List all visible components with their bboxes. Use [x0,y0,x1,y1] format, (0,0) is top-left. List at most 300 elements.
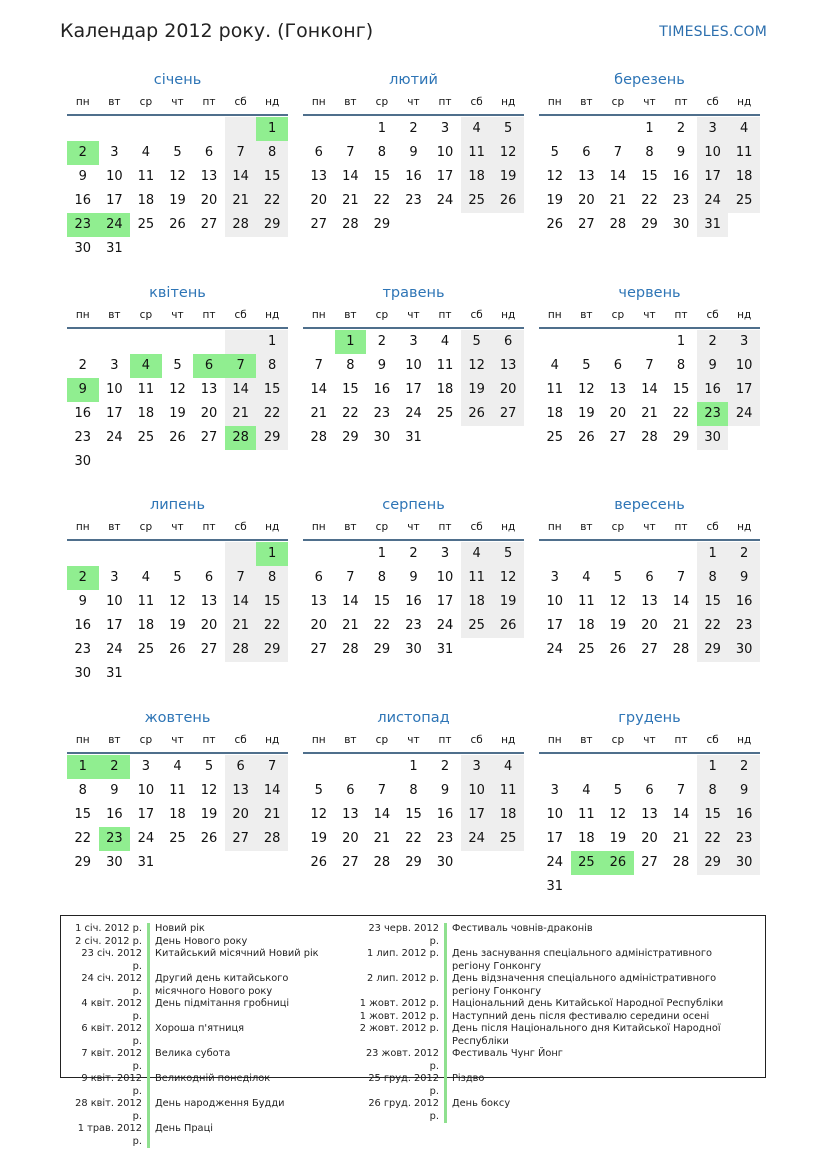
day-cell: 28 [342,642,359,657]
month-name: вересень [614,497,685,513]
day-cell: 21 [373,831,391,846]
day-cell: 1 [645,121,654,136]
weekday-label: ср [139,521,153,533]
empty-day-cell [99,117,131,141]
weekday-label: чт [643,734,656,746]
day-cell: 5 [613,570,623,585]
day-cell: 4 [728,117,760,141]
holiday-name: День Нового року [147,936,337,949]
day-cell: 23 [405,193,422,208]
day-grid [303,541,524,662]
day-cell: 30 [672,217,690,232]
day-cell: 9 [676,145,686,160]
weekday-label: ср [611,521,625,533]
day-cell: 28 [310,430,328,445]
day-grid [67,329,288,474]
day-grid [303,329,524,450]
day-cell: 11 [436,358,454,373]
day-cell: 28 [609,217,627,232]
day-cell: 2 [409,121,418,136]
day-cell: 9 [728,779,760,803]
day-cell: 26 [200,831,218,846]
day-cell: 11 [137,594,155,609]
day-cell: 18 [137,406,155,421]
weekday-label: нд [737,309,752,321]
empty-day-cell [728,875,760,899]
day-cell: 30 [74,454,92,469]
weekday-label: ср [375,734,389,746]
holiday-date: 23 жовт. 2012 р. [365,1048,439,1072]
month-block [303,283,524,450]
day-cell: 17 [461,803,493,827]
weekday-label: вт [108,734,121,746]
empty-day-cell [225,851,257,875]
day-cell: 27 [578,217,595,232]
day-cell: 6 [204,570,214,585]
day-cell: 20 [225,803,257,827]
month-name: травень [382,285,445,301]
day-cell: 12 [609,807,627,822]
day-cell: 2 [99,755,131,779]
weekday-header [67,728,288,752]
weekday-label: сб [706,96,719,108]
month-name: грудень [618,710,681,726]
day-cell: 25 [137,430,155,445]
day-cell: 13 [200,382,218,397]
weekday-label: пт [202,521,216,533]
day-cell: 5 [613,783,623,798]
day-cell: 22 [697,614,729,638]
empty-day-cell [602,117,634,141]
day-cell: 4 [440,334,450,349]
weekday-label: пт [674,96,688,108]
holiday-date: 7 квіт. 2012 р. [81,1048,142,1072]
day-cell: 25 [728,189,760,213]
day-cell: 22 [256,614,288,638]
day-cell: 31 [436,642,454,657]
holiday-date: 2 січ. 2012 р. [75,935,142,947]
day-cell: 5 [314,783,323,798]
weekday-label: ср [375,96,389,108]
weekday-label: пн [75,309,90,321]
day-cell: 22 [373,193,391,208]
empty-day-cell [602,755,634,779]
day-cell: 26 [310,855,328,870]
holiday-name: Хороша п'ятниця [147,1023,337,1048]
day-cell: 8 [409,783,418,798]
day-cell: 10 [461,779,493,803]
day-cell: 21 [609,193,627,208]
day-cell: 11 [461,566,493,590]
month-block [303,708,524,875]
day-cell: 29 [697,851,729,875]
weekday-header [67,303,288,327]
holiday-date: 1 трав. 2012 р. [77,1123,142,1147]
day-cell: 19 [200,807,218,822]
day-cell: 17 [546,831,564,846]
day-cell: 3 [110,145,119,160]
day-cell: 12 [609,594,627,609]
day-grid [539,541,760,662]
day-cell: 30 [74,241,92,256]
day-cell: 25 [461,614,493,638]
day-cell: 12 [492,566,524,590]
day-cell: 13 [641,807,658,822]
holiday-date: 6 квіт. 2012 р. [81,1023,142,1047]
day-cell: 14 [609,169,627,184]
legend-row [69,1048,337,1073]
day-cell: 23 [373,406,391,421]
weekday-label: пт [202,734,216,746]
weekday-label: ср [375,521,389,533]
month-block [303,70,524,237]
day-cell: 14 [373,807,391,822]
empty-day-cell [539,542,571,566]
legend-row [69,923,337,936]
day-cell: 6 [314,570,323,585]
empty-day-cell [571,755,603,779]
empty-day-cell [67,330,99,354]
day-cell: 27 [200,430,218,445]
weekday-label: чт [407,521,420,533]
day-cell: 26 [546,217,564,232]
weekday-header [67,515,288,539]
day-cell: 20 [200,193,218,208]
day-cell: 2 [67,141,99,165]
day-cell: 7 [314,358,323,373]
empty-day-cell [162,542,194,566]
weekday-header [303,303,524,327]
legend-row [358,1011,749,1024]
holiday-name: Новий рік [147,923,337,936]
day-cell: 13 [641,594,658,609]
day-cell: 2 [409,546,418,561]
day-cell: 23 [672,193,690,208]
day-cell: 24 [546,855,564,870]
day-cell: 23 [697,402,729,426]
weekday-label: чт [171,96,184,108]
day-cell: 3 [440,546,450,561]
day-cell: 14 [342,594,359,609]
empty-day-cell [697,875,729,899]
day-cell: 4 [141,570,151,585]
day-cell: 30 [106,855,123,870]
day-grid [539,329,760,450]
weekday-label: вт [344,734,357,746]
day-cell: 3 [550,570,559,585]
day-cell: 29 [256,426,288,450]
day-cell: 16 [373,382,391,397]
day-cell: 30 [373,430,391,445]
day-cell: 20 [310,618,328,633]
brand-link[interactable]: TIMESLES.COM [659,24,767,40]
day-cell: 6 [314,145,323,160]
empty-day-cell [162,117,194,141]
holiday-date: 2 жовт. 2012 р. [359,1023,439,1034]
legend-row [358,998,749,1011]
day-cell: 16 [106,807,123,822]
day-cell: 4 [550,358,559,373]
weekday-label: вт [108,309,121,321]
holiday-name: Китайський місячний Новий рік [147,948,337,973]
weekday-label: ср [611,309,625,321]
day-cell: 13 [609,382,627,397]
day-cell: 17 [436,594,454,609]
day-cell: 7 [346,145,355,160]
day-cell: 16 [405,594,422,609]
day-cell: 20 [310,193,328,208]
weekday-label: пн [311,309,326,321]
day-cell: 27 [609,430,627,445]
month-block [67,70,288,261]
day-cell: 29 [697,638,729,662]
weekday-label: чт [407,96,420,108]
day-cell: 16 [74,406,92,421]
day-cell: 20 [200,618,218,633]
holiday-legend [60,915,766,1147]
day-cell: 29 [672,430,690,445]
empty-day-cell [67,117,99,141]
day-cell: 24 [106,430,123,445]
day-cell: 20 [200,406,218,421]
day-cell: 29 [641,217,658,232]
empty-day-cell [335,542,367,566]
holiday-date: 23 січ. 2012 р. [81,948,142,972]
day-grid [67,116,288,261]
weekday-label: чт [171,309,184,321]
day-cell: 30 [728,638,760,662]
weekday-label: пн [311,734,326,746]
day-cell: 2 [67,566,99,590]
day-cell: 6 [645,570,654,585]
day-cell: 19 [169,406,186,421]
day-cell: 17 [106,193,123,208]
empty-day-cell [665,755,697,779]
day-cell: 6 [645,783,654,798]
day-cell: 19 [461,378,493,402]
day-cell: 8 [256,566,288,590]
day-cell: 5 [492,542,524,566]
day-cell: 13 [225,779,257,803]
day-cell: 30 [74,666,92,681]
day-cell: 3 [461,755,493,779]
day-cell: 23 [74,430,92,445]
weekday-label: чт [407,309,420,321]
day-cell: 7 [225,566,257,590]
month-name: липень [149,497,206,513]
day-grid [303,116,524,237]
weekday-label: чт [643,96,656,108]
weekday-label: пн [311,521,326,533]
day-cell: 14 [672,594,690,609]
day-cell: 30 [405,642,422,657]
empty-day-cell [492,426,524,450]
empty-day-cell [461,638,493,662]
day-cell: 19 [609,618,627,633]
day-cell: 21 [342,193,359,208]
empty-day-cell [571,330,603,354]
day-cell: 27 [310,642,328,657]
day-cell: 5 [461,330,493,354]
day-cell: 3 [697,117,729,141]
legend-row [358,1023,749,1048]
month-block [67,708,288,875]
day-cell: 12 [492,141,524,165]
day-cell: 10 [106,169,123,184]
day-cell: 24 [728,402,760,426]
day-cell: 6 [225,755,257,779]
day-cell: 1 [377,121,387,136]
day-cell: 20 [641,618,658,633]
day-cell: 11 [492,779,524,803]
day-cell: 18 [169,807,186,822]
weekday-label: пт [202,96,216,108]
day-cell: 14 [342,169,359,184]
day-cell: 27 [641,642,658,657]
day-cell: 21 [225,189,257,213]
legend-row [358,1073,749,1098]
day-cell: 18 [461,165,493,189]
holiday-date: 2 лип. 2012 р. [367,973,439,984]
day-cell: 9 [78,169,87,184]
weekday-label: сб [706,734,719,746]
empty-day-cell [225,330,257,354]
month-name: березень [614,72,685,88]
day-cell: 29 [405,855,422,870]
day-cell: 5 [173,145,182,160]
day-cell: 10 [697,141,729,165]
holiday-date: 1 жовт. 2012 р. [359,998,439,1009]
day-cell: 8 [697,779,729,803]
weekday-label: нд [501,96,516,108]
day-cell: 2 [377,334,387,349]
day-cell: 28 [672,855,690,870]
weekday-header [303,728,524,752]
day-cell: 9 [67,378,99,402]
day-cell: 26 [578,430,595,445]
day-cell: 19 [492,165,524,189]
weekday-label: вт [580,734,593,746]
day-cell: 7 [225,354,257,378]
empty-day-cell [571,542,603,566]
day-cell: 16 [436,807,454,822]
day-cell: 28 [225,426,257,450]
weekday-label: пн [75,96,90,108]
day-cell: 24 [436,193,454,208]
empty-day-cell [539,117,571,141]
day-cell: 28 [256,827,288,851]
day-cell: 10 [728,354,760,378]
day-cell: 17 [106,406,123,421]
day-cell: 11 [728,141,760,165]
empty-day-cell [225,117,257,141]
day-cell: 18 [137,193,155,208]
day-grid [67,541,288,686]
empty-day-cell [665,542,697,566]
weekday-label: нд [501,734,516,746]
day-cell: 4 [461,542,493,566]
day-cell: 24 [405,406,422,421]
month-name: червень [618,285,681,301]
day-cell: 25 [169,831,186,846]
holiday-date: 24 січ. 2012 р. [81,973,142,997]
empty-day-cell [303,542,335,566]
weekday-label: пт [438,521,452,533]
month-name: лютий [389,72,438,88]
empty-day-cell [303,330,335,354]
day-cell: 8 [377,145,387,160]
day-cell: 3 [550,783,559,798]
day-cell: 13 [492,354,524,378]
weekday-label: вт [580,309,593,321]
day-cell: 27 [492,402,524,426]
day-cell: 22 [672,406,690,421]
day-cell: 26 [461,402,493,426]
day-cell: 23 [99,827,131,851]
empty-day-cell [225,542,257,566]
day-cell: 12 [169,594,186,609]
day-cell: 28 [225,638,257,662]
weekday-label: нд [501,521,516,533]
empty-day-cell [303,117,335,141]
day-cell: 11 [578,807,595,822]
day-cell: 3 [409,334,418,349]
day-cell: 22 [256,189,288,213]
day-cell: 31 [106,241,123,256]
day-cell: 12 [169,169,186,184]
day-cell: 27 [200,642,218,657]
day-cell: 28 [225,213,257,237]
day-cell: 5 [582,358,591,373]
day-cell: 9 [78,594,87,609]
weekday-label: чт [171,521,184,533]
weekday-label: сб [706,309,719,321]
day-cell: 19 [546,193,564,208]
day-cell: 17 [697,165,729,189]
day-cell: 7 [346,570,355,585]
weekday-label: вт [580,96,593,108]
empty-day-cell [303,755,335,779]
day-cell: 6 [492,330,524,354]
day-cell: 16 [728,803,760,827]
day-cell: 11 [137,382,155,397]
day-cell: 23 [728,614,760,638]
day-cell: 21 [256,803,288,827]
day-cell: 4 [130,354,162,378]
day-cell: 5 [204,759,214,774]
month-name: квітень [149,285,206,301]
weekday-header [539,90,760,114]
empty-day-cell [335,117,367,141]
day-cell: 13 [200,169,218,184]
day-cell: 1 [697,755,729,779]
holiday-date: 4 квіт. 2012 р. [81,998,142,1022]
day-cell: 9 [409,570,418,585]
day-cell: 23 [436,831,454,846]
day-cell: 1 [697,542,729,566]
day-cell: 29 [74,855,92,870]
day-cell: 7 [377,783,387,798]
empty-day-cell [193,851,225,875]
weekday-label: ср [139,309,153,321]
day-cell: 5 [173,570,182,585]
day-cell: 27 [225,827,257,851]
day-cell: 16 [405,169,422,184]
day-cell: 15 [672,382,690,397]
day-cell: 21 [672,831,690,846]
empty-day-cell [602,542,634,566]
day-cell: 22 [256,402,288,426]
